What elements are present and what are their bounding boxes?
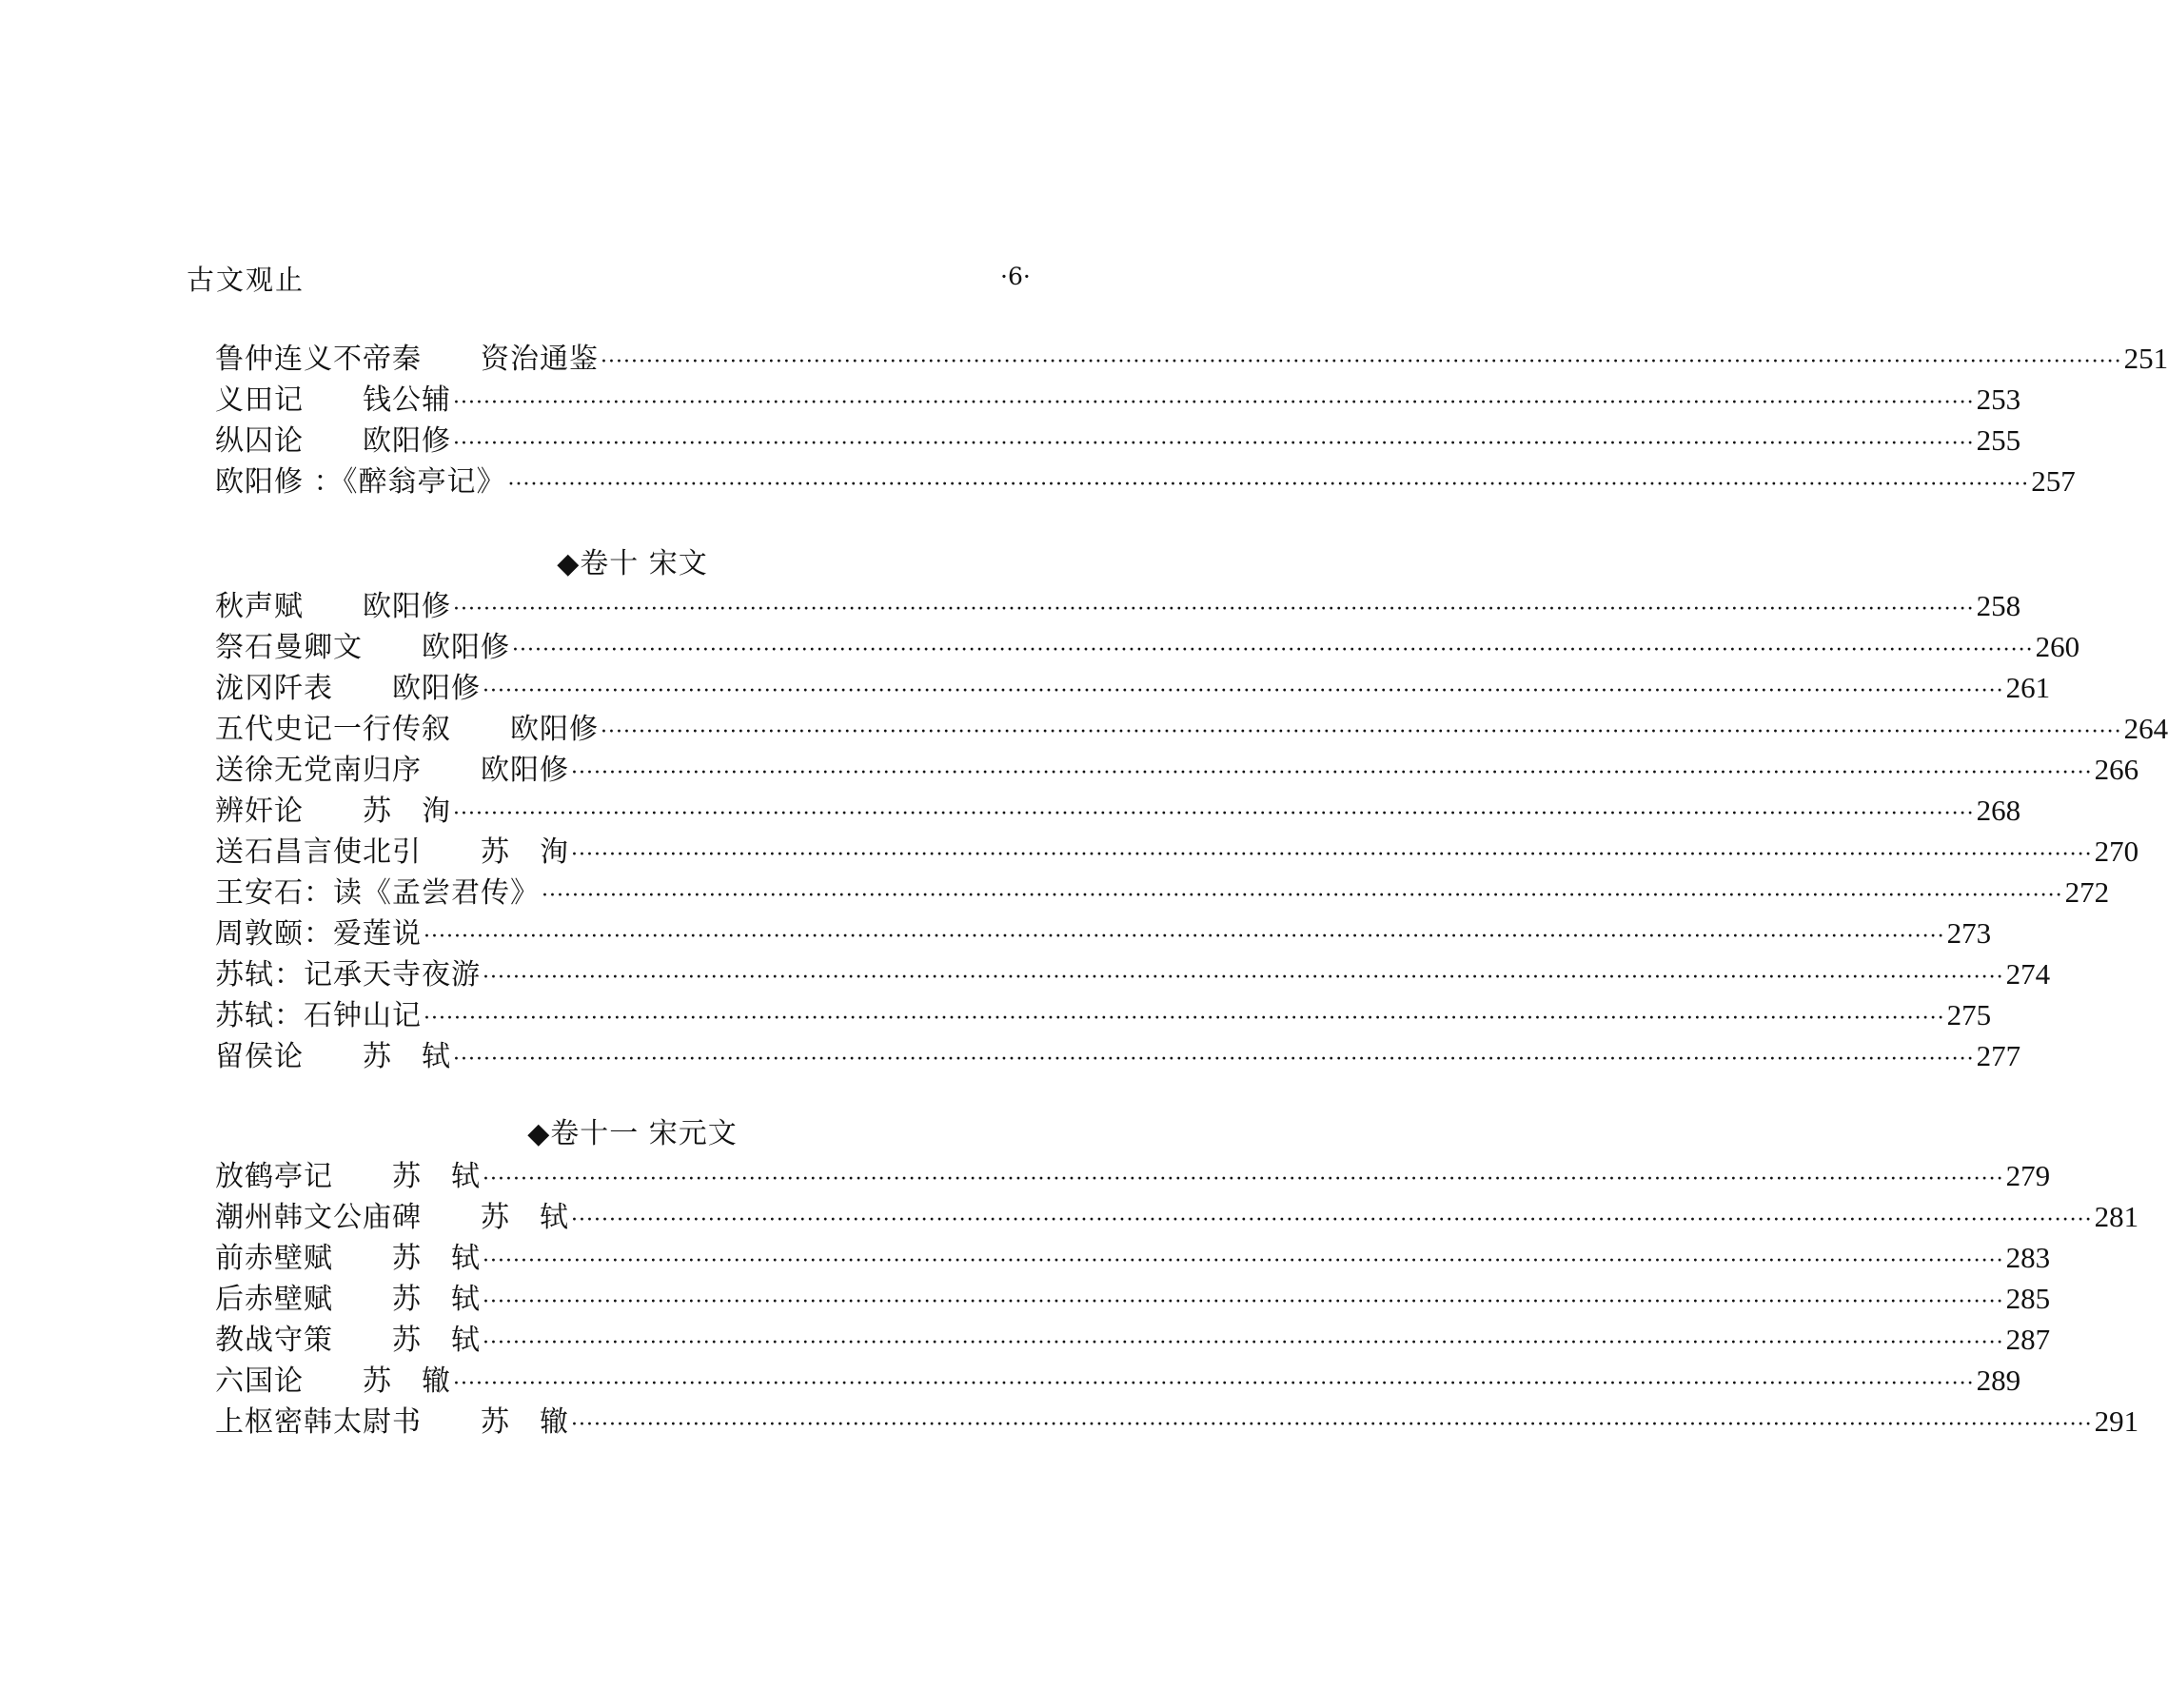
toc-entry [215, 461, 2076, 501]
leader-dots: ········································································································································································································ [542, 884, 2063, 908]
toc-entry-page: 275 [1946, 998, 1992, 1031]
toc-entry-page: 287 [2005, 1323, 2051, 1356]
leader-dots: ········································································································································································································ [512, 638, 2034, 662]
toc-entry-page: 251 [2123, 342, 2168, 375]
toc-entry-title: 泷冈阡表 欧阳修 [215, 672, 481, 705]
toc-entry-title: 放鹤亭记 苏 轼 [215, 1160, 481, 1193]
toc-entry [215, 749, 2139, 790]
toc-entry-title: 辨奸论 苏 洵 [215, 795, 451, 828]
leader-dots: ········································································································································································································ [453, 1048, 1975, 1071]
toc-entry-page: 260 [2035, 630, 2080, 663]
toc-entry [215, 913, 1992, 953]
toc-entry-title: 欧阳修 ：《醉翁亭记》 [215, 465, 506, 499]
toc-entry-title: 秋声赋 欧阳修 [215, 590, 451, 623]
toc-entry-page: 277 [1976, 1039, 2021, 1072]
toc-section-juan-10 [215, 543, 2168, 1076]
toc-entry [215, 953, 2051, 994]
toc-entry-page: 289 [1976, 1364, 2021, 1397]
leader-dots: ········································································································································································································ [483, 1290, 2004, 1314]
toc-entry-title: 上枢密韩太尉书 苏 辙 [215, 1405, 569, 1439]
leader-dots: ········································································································································································································ [571, 761, 2093, 785]
toc-entry-title: 潮州韩文公庙碑 苏 轼 [215, 1201, 569, 1234]
toc-entry-title: 义田记 钱公辅 [215, 383, 451, 417]
toc-entry [215, 585, 2021, 626]
toc-entry-page: 255 [1976, 423, 2021, 457]
toc-entry-title: 苏轼：记承天寺夜游 [215, 958, 481, 991]
leader-dots: ········································································································································································································ [571, 1413, 2093, 1437]
toc-entry-title: 后赤壁赋 苏 轼 [215, 1283, 481, 1316]
toc-entry-page: 253 [1976, 383, 2021, 416]
leader-dots: ········································································································································································································ [483, 679, 2004, 703]
toc-entry [215, 626, 2080, 667]
section-heading: ◆卷十一 宋元文 [527, 1117, 738, 1150]
toc-entry [215, 1401, 2139, 1442]
toc-entry-page: 285 [2005, 1282, 2051, 1315]
toc-entry-page: 257 [2031, 464, 2076, 498]
leader-dots: ········································································································································································································ [507, 473, 2030, 497]
toc-entry [215, 1278, 2051, 1319]
toc-section-juan-11 [215, 1113, 2139, 1442]
toc-entry-page: 264 [2123, 712, 2168, 745]
leader-dots: ········································································································································································································ [483, 1249, 2004, 1273]
toc-entry [215, 338, 2168, 379]
toc-entry [215, 379, 2021, 420]
toc-entry [215, 1237, 2051, 1278]
toc-entry-page: 270 [2094, 834, 2139, 868]
toc-entry [215, 420, 2021, 461]
toc-entry-title: 留侯论 苏 轼 [215, 1040, 451, 1073]
toc-entry-page: 279 [2005, 1159, 2051, 1192]
leader-dots: ········································································································································································································ [424, 1007, 1945, 1031]
toc-entry-title: 前赤壁赋 苏 轼 [215, 1242, 481, 1275]
toc-entry-page: 273 [1946, 916, 1992, 950]
toc-entry-page: 291 [2094, 1404, 2139, 1438]
leader-dots: ········································································································································································································ [453, 598, 1975, 621]
toc-entry-title: 教战守策 苏 轼 [215, 1324, 481, 1357]
toc-entry [215, 1155, 2051, 1196]
toc-entry [215, 831, 2139, 872]
toc-entry [215, 790, 2021, 831]
leader-dots: ········································································································································································································ [453, 391, 1975, 415]
toc-entry-page: 281 [2094, 1200, 2139, 1233]
toc-entry [215, 1196, 2139, 1237]
toc-entry-title: 祭石曼卿文 欧阳修 [215, 631, 510, 664]
toc-entry-title: 送徐无党南归序 欧阳修 [215, 754, 569, 787]
toc-entry-title: 鲁仲连义不帝秦 资治通鉴 [215, 343, 599, 376]
toc-entry [215, 1035, 2021, 1076]
toc-entry [215, 994, 1992, 1035]
book-title: 古文观止 [187, 264, 305, 296]
toc-entry-page: 283 [2005, 1241, 2051, 1274]
leader-dots: ········································································································································································································ [453, 432, 1975, 456]
toc-entry-page: 274 [2005, 957, 2051, 991]
leader-dots: ········································································································································································································ [453, 1372, 1975, 1396]
toc-entry-page: 272 [2064, 875, 2110, 909]
toc-entry [215, 1319, 2051, 1360]
toc-entry-page: 261 [2005, 671, 2051, 704]
toc-entry-page: 268 [1976, 794, 2021, 827]
toc-entry-title: 六国论 苏 辙 [215, 1364, 451, 1398]
toc-entry-title: 五代史记一行传叙 欧阳修 [215, 713, 599, 746]
toc-entry [215, 667, 2051, 708]
toc-entry-page: 258 [1976, 589, 2021, 622]
leader-dots: ········································································································································································································ [571, 843, 2093, 867]
leader-dots: ········································································································································································································ [601, 720, 2122, 744]
toc-entry-title: 苏轼：石钟山记 [215, 999, 422, 1032]
toc-entry [215, 1360, 2021, 1401]
leader-dots: ········································································································································································································ [601, 350, 2122, 374]
section-heading: ◆卷十 宋文 [557, 547, 708, 580]
leader-dots: ········································································································································································································ [571, 1208, 2093, 1232]
toc-entry-title: 纵囚论 欧阳修 [215, 424, 451, 458]
toc-entry-title: 周敦颐：爱莲说 [215, 917, 422, 951]
leader-dots: ········································································································································································································ [453, 802, 1975, 826]
toc-entry-title: 送石昌言使北引 苏 洵 [215, 835, 569, 869]
toc-entry [215, 872, 2110, 913]
toc-section-continued [215, 338, 2168, 501]
leader-dots: ········································································································································································································ [483, 1168, 2004, 1191]
leader-dots: ········································································································································································································ [424, 925, 1945, 949]
page-number: ·6· [1000, 263, 1031, 290]
toc-entry [215, 708, 2168, 749]
leader-dots: ········································································································································································································ [483, 1331, 2004, 1355]
toc-entry-page: 266 [2094, 753, 2139, 786]
leader-dots: ········································································································································································································ [483, 966, 2004, 990]
toc-entry-title: 王安石：读《孟尝君传》 [215, 876, 540, 910]
